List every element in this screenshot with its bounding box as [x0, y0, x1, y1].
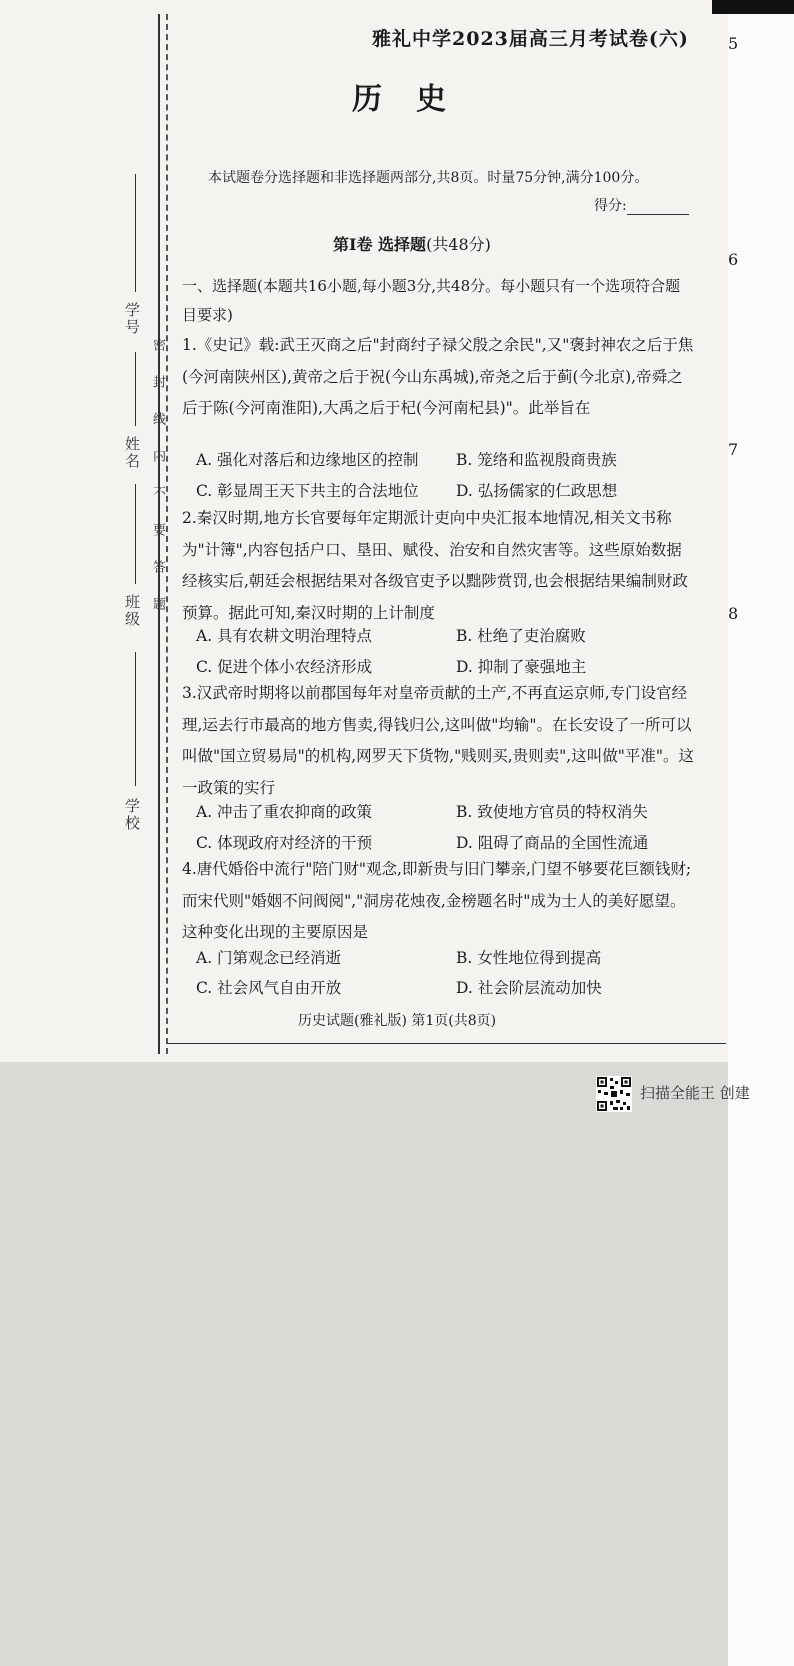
option-b: B. 笼络和监视殷商贵族 [456, 451, 617, 469]
option-b: B. 致使地方官员的特权消失 [456, 803, 648, 821]
option-a: A. 强化对落后和边缘地区的控制 [196, 451, 419, 469]
seal-notice: 密封线内不要答题 [150, 338, 165, 634]
student-id-label: 学号 [123, 302, 141, 336]
option-a: A. 门第观念已经消逝 [196, 949, 342, 967]
option-d: D. 抑制了豪强地主 [456, 658, 587, 676]
option-d: D. 弘扬儒家的仁政思想 [456, 482, 618, 500]
part-title [333, 232, 491, 255]
score-blank [627, 200, 689, 215]
name-label: 姓名 [123, 436, 141, 470]
scan-edge [712, 0, 794, 14]
class-label: 班级 [123, 594, 141, 628]
page-footer: 历史试题(雅礼版) 第1页(共8页) [298, 1013, 497, 1029]
score-field [594, 195, 689, 215]
side-page-number: 5 [728, 34, 794, 1096]
school-blank [135, 652, 136, 786]
part-title-sub: (共48分) [426, 235, 491, 254]
score-label: 得分: [594, 198, 627, 214]
side-page-number: 6 [728, 250, 794, 1312]
student-id-blank [135, 174, 136, 292]
option-d: D. 阻碍了商品的全国性流通 [456, 834, 649, 852]
option-a: A. 具有农耕文明治理特点 [196, 627, 373, 645]
question-stem: 2.秦汉时期,地方长官要每年定期派计吏向中央汇报本地情况,相关文书称为"计簿",内容包括户口、垦田、赋役、治安和自然灾害等。这些原始数据经核实后,朝廷会根据结果对各级官吏予以黜陟赏罚,也会根据结果编制财政预算。据此可知,秦汉时期的上计制度 [182, 509, 688, 622]
question-stem: 3.汉武帝时期将以前郡国每年对皇帝贡献的土产,不再直运京师,专门设官经理,运去行市最高的地方售卖,得钱归公,这叫做"均输"。在长安设了一所可以叫做"国立贸易局"的机构,网罗天下货物,"贱则买,贵则卖",这叫做"平准"。这一政策的实行 [182, 684, 694, 797]
option-a: A. 冲击了重农抑商的政策 [196, 803, 373, 821]
question-stem: 1.《史记》载:武王灭商之后"封商纣子禄父殷之余民",又"褒封神农之后于焦(今河南陕州区),黄帝之后于祝(今山东禹城),帝尧之后于蓟(今北京),帝舜之后于陈(今河南淮阳),大禹之后于杞(今河南杞县)"。此举旨在 [182, 336, 694, 417]
scanner-watermark: 扫描全能王 创建 [640, 1084, 750, 1102]
name-blank [135, 352, 136, 426]
section-heading: 一、选择题(本题共16小题,每小题3分,共48分。每小题只有一个选项符合题目要求) [182, 277, 681, 324]
option-c: C. 促进个体小农经济形成 [196, 658, 373, 676]
option-c: C. 社会风气自由开放 [196, 979, 342, 997]
class-blank [135, 484, 136, 584]
school-label: 学校 [123, 798, 141, 832]
part-title-main: 第Ⅰ卷 选择题 [333, 235, 427, 254]
exam-title: 雅礼中学2023届高三月考试卷(六) [372, 28, 689, 50]
side-page-number: 7 [728, 440, 794, 1502]
qr-code-icon [596, 1076, 632, 1112]
footer-rule [166, 1043, 726, 1044]
option-b: B. 杜绝了吏治腐败 [456, 627, 586, 645]
option-d: D. 社会阶层流动加快 [456, 979, 602, 997]
exam-intro: 本试题卷分选择题和非选择题两部分,共8页。时量75分钟,满分100分。 [208, 170, 649, 186]
subject-title: 历史 [352, 82, 480, 117]
option-c: C. 彰显周王天下共主的合法地位 [196, 482, 419, 500]
side-page-number: 8 [728, 604, 794, 1666]
option-b: B. 女性地位得到提高 [456, 949, 602, 967]
option-c: C. 体现政府对经济的干预 [196, 834, 373, 852]
question-stem: 4.唐代婚俗中流行"陪门财"观念,即新贵与旧门攀亲,门望不够要花巨额钱财;而宋代则"婚姻不问阀阅","洞房花烛夜,金榜题名时"成为士人的美好愿望。这种变化出现的主要原因是 [182, 860, 692, 941]
